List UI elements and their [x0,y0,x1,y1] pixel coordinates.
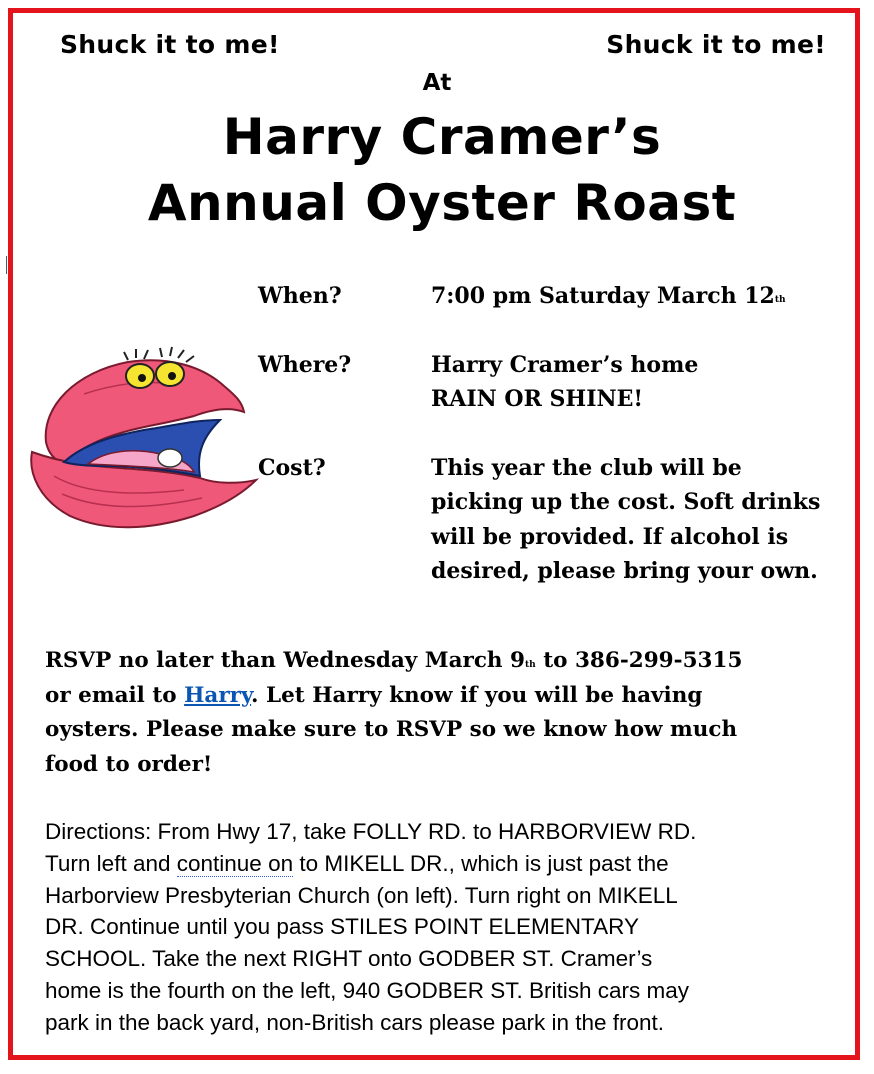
cost-line-4: desired, please bring your own. [431,558,818,584]
rsvp-line-1: RSVP no later than Wednesday March 9th to 386-299-5315 [45,648,743,673]
title-line-2: Annual Oyster Roast [147,174,737,232]
tagline-left: Shuck it to me! [60,30,280,59]
where-line-1: Harry Cramer’s home [431,352,699,378]
when-label: When? [258,283,342,309]
directions-line-2: Turn left and continue on to MIKELL DR., which is just past the [45,850,669,876]
email-harry-link[interactable]: Harry [184,682,252,708]
when-value: 7:00 pm Saturday March 12th [431,283,786,309]
directions-line-7: park in the back yard, non-British cars please park in the front. [45,1009,665,1035]
cost-line-3: will be provided. If alcohol is [431,524,789,550]
cost-label: Cost? [258,455,326,481]
directions-line-1: Directions: From Hwy 17, take FOLLY RD. to HARBORVIEW RD. [45,819,697,844]
directions-line-3: Harborview Presbyterian Church (on left). Turn right on MIKELL [45,882,678,908]
directions-paragraph [45,816,696,1039]
directions-line-6: home is the fourth on the left, 940 GODBER ST. British cars may [45,977,690,1003]
cost-line-1: This year the club will be [431,455,742,481]
where-line-2: RAIN OR SHINE! [431,386,644,412]
tagline-right: Shuck it to me! [606,30,826,59]
rsvp-paragraph [45,644,742,782]
spellcheck-phrase: continue on [176,850,294,876]
title-line-1: Harry Cramer’s [222,108,662,166]
text-cursor [6,256,7,274]
directions-line-5: SCHOOL. Take the next RIGHT onto GODBER ST. Cramer’s [45,946,653,972]
cost-line-2: picking up the cost. Soft drinks [431,489,821,515]
rsvp-line-3: oysters. Please make sure to RSVP so we know how much [45,717,738,742]
at-label: At [422,70,452,96]
where-label: Where? [258,352,352,378]
rsvp-line-4: food to order! [45,751,213,777]
oyster-cartoon [24,344,264,534]
directions-line-4: DR. Continue until you pass STILES POINT ELEMENTARY [45,914,639,940]
rsvp-line-2: or email to Harry. Let Harry know if you will be having [45,682,703,708]
